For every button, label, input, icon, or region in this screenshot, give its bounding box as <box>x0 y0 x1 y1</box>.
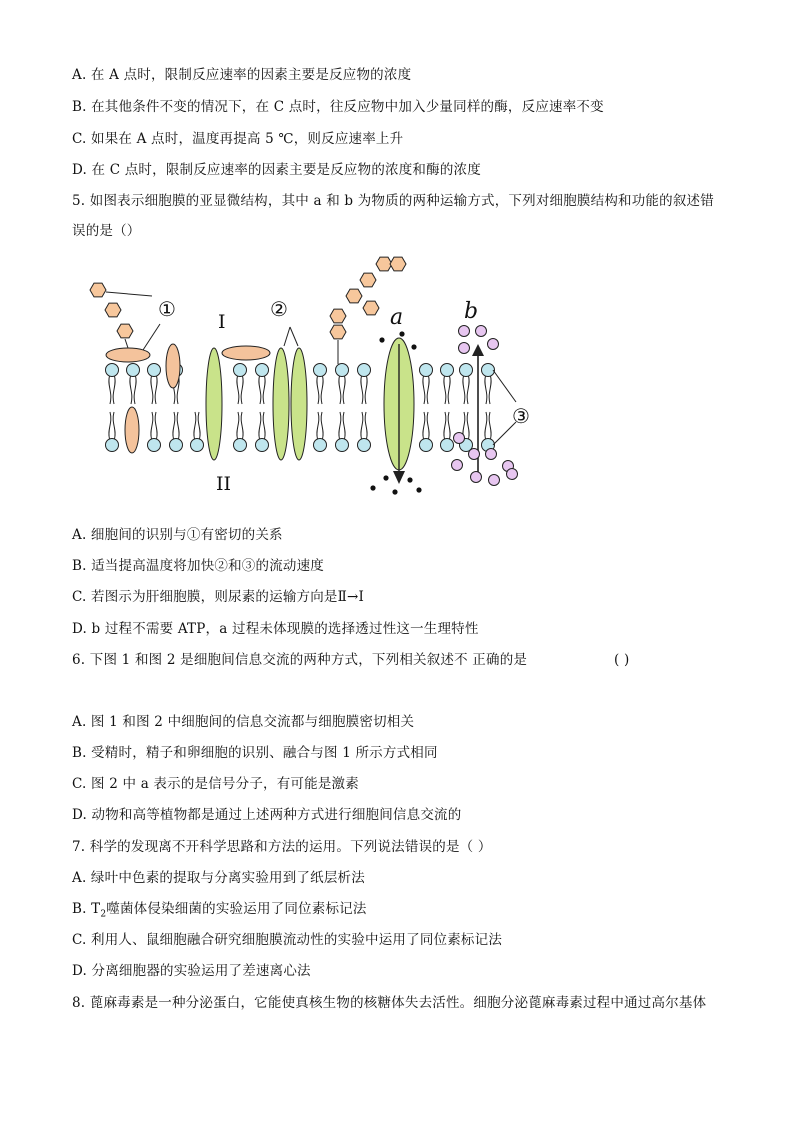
lipid-head <box>441 439 454 452</box>
lipid-head <box>420 364 433 377</box>
solute-circle <box>469 449 480 460</box>
option-4C: C. 如果在 A 点时，温度再提高 5 ℃，则反应速率上升 <box>72 131 404 147</box>
label-3-pointer <box>493 370 516 402</box>
solute-circle <box>476 326 487 337</box>
question-7-stem: 7. 科学的发现离不开科学思路和方法的运用。下列说法错误的是（ ） <box>72 839 492 855</box>
lipid-tail <box>321 412 323 439</box>
solute-circle <box>454 433 465 444</box>
solute-dot <box>370 485 375 490</box>
option-7B-subscript: 2 <box>100 909 107 920</box>
lipid-head <box>314 439 327 452</box>
peripheral-protein <box>166 344 180 388</box>
lipid-tail <box>173 412 175 439</box>
solute-circle <box>489 475 500 486</box>
lipid-tail <box>343 412 345 439</box>
lipid-head <box>336 364 349 377</box>
lipid-tail <box>361 376 363 404</box>
lipid-head <box>148 439 161 452</box>
question-6-stem: 6. 下图 1 和图 2 是细胞间信息交流的两种方式，下列相关叙述不 正确的是 <box>72 652 528 668</box>
lipid-tail <box>263 412 265 439</box>
sugar-hexagon <box>330 325 346 339</box>
transmembrane-protein <box>206 348 222 460</box>
label-I: I <box>218 311 226 333</box>
lipid-head <box>170 439 183 452</box>
option-6D: D. 动物和高等植物都是通过上述两种方式进行细胞间信息交流的 <box>72 807 462 823</box>
lipid-head <box>106 439 119 452</box>
label-2-pointer <box>284 327 290 346</box>
pointer-line <box>106 292 152 296</box>
lipid-tail <box>489 376 491 404</box>
label-b: b <box>464 299 479 324</box>
lipid-head <box>234 364 247 377</box>
option-5A: A. 细胞间的识别与①有密切的关系 <box>72 527 283 543</box>
question-8-stem: 8. 蓖麻毒素是一种分泌蛋白，它能使真核生物的核糖体失去活性。细胞分泌蓖麻毒素过程中通过高尔基体 <box>72 995 707 1011</box>
option-7B <box>72 900 367 924</box>
lipid-tail <box>365 376 367 404</box>
option-7D: D. 分离细胞器的实验运用了差速离心法 <box>72 963 311 979</box>
lipid-tail <box>317 376 319 404</box>
option-5D: D. b 过程不需要 ATP，a 过程未体现膜的选择透过性这一生理特性 <box>72 621 479 637</box>
sugar-hexagon <box>90 283 106 297</box>
lipid-tail <box>423 412 425 439</box>
peripheral-protein <box>222 346 270 360</box>
option-4B: B. 在其他条件不变的情况下，在 C 点时，往反应物中加入少量同样的酶，反应速率不变 <box>72 99 604 115</box>
lipid-tail <box>198 412 200 439</box>
solute-dot <box>411 344 416 349</box>
lipid-tail <box>155 412 157 439</box>
solute-dot <box>392 489 397 494</box>
sugar-hexagon <box>117 324 133 338</box>
option-6B: B. 受精时，精子和卵细胞的识别、融合与图 1 所示方式相同 <box>72 745 438 761</box>
option-7A: A. 绿叶中色素的提取与分离实验用到了纸层析法 <box>72 870 365 886</box>
solute-circle <box>488 339 499 350</box>
lipid-tail <box>130 376 132 404</box>
label-3: ③ <box>512 404 530 428</box>
lipid-tail <box>241 376 243 404</box>
option-6A: A. 图 1 和图 2 中细胞间的信息交流都与细胞膜密切相关 <box>72 714 415 730</box>
question-5-stem: 5. 如图表示细胞膜的亚显微结构，其中 a 和 b 为物质的两种运输方式，下列对细胞膜结构和功能的叙述错 <box>72 193 714 209</box>
solute-circle <box>459 326 470 337</box>
lipid-tail <box>448 412 450 439</box>
lipid-tail <box>423 376 425 404</box>
lipid-head <box>191 439 204 452</box>
option-5C: C. 若图示为肝细胞膜，则尿素的运输方向是Ⅱ→Ⅰ <box>72 589 365 605</box>
arrowhead-b <box>472 344 484 356</box>
solute-circle <box>507 469 518 480</box>
lipid-tail <box>489 412 491 439</box>
lipid-tail <box>113 412 115 439</box>
option-7B-text: 噬菌体侵染细菌的实验运用了同位素标记法 <box>106 901 367 917</box>
lipid-head <box>127 364 140 377</box>
lipid-head <box>314 364 327 377</box>
lipid-tail <box>259 412 261 439</box>
lipid-head <box>441 364 454 377</box>
label-2: ② <box>270 297 288 321</box>
lipid-tail <box>448 376 450 404</box>
solute-circle <box>471 472 482 483</box>
option-6C: C. 图 2 中 a 表示的是信号分子，有可能是激素 <box>72 776 359 792</box>
lipid-tail <box>151 376 153 404</box>
lipid-tail <box>177 412 179 439</box>
sugar-hexagon <box>330 309 346 323</box>
solute-circle <box>486 449 497 460</box>
lipid-tail <box>485 376 487 404</box>
lipid-tail <box>113 376 115 404</box>
question-5-stem-cont: 误的是（） <box>72 223 141 239</box>
lipid-tail <box>321 376 323 404</box>
lipid-tail <box>259 376 261 404</box>
lipid-tail <box>444 376 446 404</box>
lipid-tail <box>155 376 157 404</box>
lipid-head <box>256 364 269 377</box>
sugar-hexagon <box>105 303 121 317</box>
lipid-tail <box>365 412 367 439</box>
lipid-tail <box>427 412 429 439</box>
membrane-diagram <box>88 252 548 502</box>
lipid-tail <box>109 376 111 404</box>
lipid-tail <box>241 412 243 439</box>
lipid-tail <box>427 376 429 404</box>
lipid-tail <box>361 412 363 439</box>
lipid-head <box>234 439 247 452</box>
solute-circle <box>459 343 470 354</box>
lipid-tail <box>467 412 469 439</box>
lipid-tail <box>134 376 136 404</box>
label-II: II <box>216 473 232 495</box>
lipid-tail <box>151 412 153 439</box>
sugar-hexagon <box>360 273 376 287</box>
lipid-tail <box>467 376 469 404</box>
lipid-tail <box>109 412 111 439</box>
solute-dot <box>416 487 421 492</box>
lipid-tail <box>263 376 265 404</box>
solute-dot <box>379 337 384 342</box>
solute-dot <box>399 331 404 336</box>
sugar-hexagon <box>390 257 406 271</box>
lipid-tail <box>317 412 319 439</box>
lipid-tail <box>444 412 446 439</box>
option-7C: C. 利用人、鼠细胞融合研究细胞膜流动性的实验中运用了同位素标记法 <box>72 932 503 948</box>
lipid-head <box>256 439 269 452</box>
peripheral-protein <box>125 407 139 453</box>
solute-dot <box>383 475 388 480</box>
lipid-tail <box>343 376 345 404</box>
lipid-tail <box>463 376 465 404</box>
label-a: a <box>390 305 404 330</box>
lipid-head <box>420 439 433 452</box>
lipid-tail <box>339 412 341 439</box>
cell-membrane-figure <box>88 252 548 502</box>
lipid-head <box>358 364 371 377</box>
lipid-head <box>358 439 371 452</box>
option-4A: A. 在 A 点时，限制反应速率的因素主要是反应物的浓度 <box>72 67 412 83</box>
lipid-head <box>336 439 349 452</box>
lipid-head <box>148 364 161 377</box>
lipid-head <box>460 364 473 377</box>
sugar-hexagon <box>363 301 379 315</box>
solute-dot <box>407 477 412 482</box>
sugar-link <box>125 339 128 348</box>
transmembrane-protein <box>291 348 307 460</box>
label-1: ① <box>158 297 176 321</box>
lipid-tail <box>237 376 239 404</box>
option-4D: D. 在 C 点时，限制反应速率的因素主要是反应物的浓度和酶的浓度 <box>72 162 481 178</box>
lipid-tail <box>339 376 341 404</box>
arrowhead-a <box>393 471 405 484</box>
lipid-head <box>106 364 119 377</box>
label-2-pointer <box>290 327 298 346</box>
option-7B-prefix: B. T <box>72 901 101 917</box>
lipid-tail <box>485 412 487 439</box>
sugar-hexagon <box>346 289 362 303</box>
lipid-tail <box>194 412 196 439</box>
transmembrane-protein <box>273 348 289 460</box>
lipid-head <box>482 364 495 377</box>
solute-circle <box>452 460 463 471</box>
option-5B: B. 适当提高温度将加快②和③的流动速度 <box>72 558 325 574</box>
answer-paren: ( ) <box>614 652 630 668</box>
lipid-tail <box>237 412 239 439</box>
label-1-pointer <box>143 324 160 350</box>
